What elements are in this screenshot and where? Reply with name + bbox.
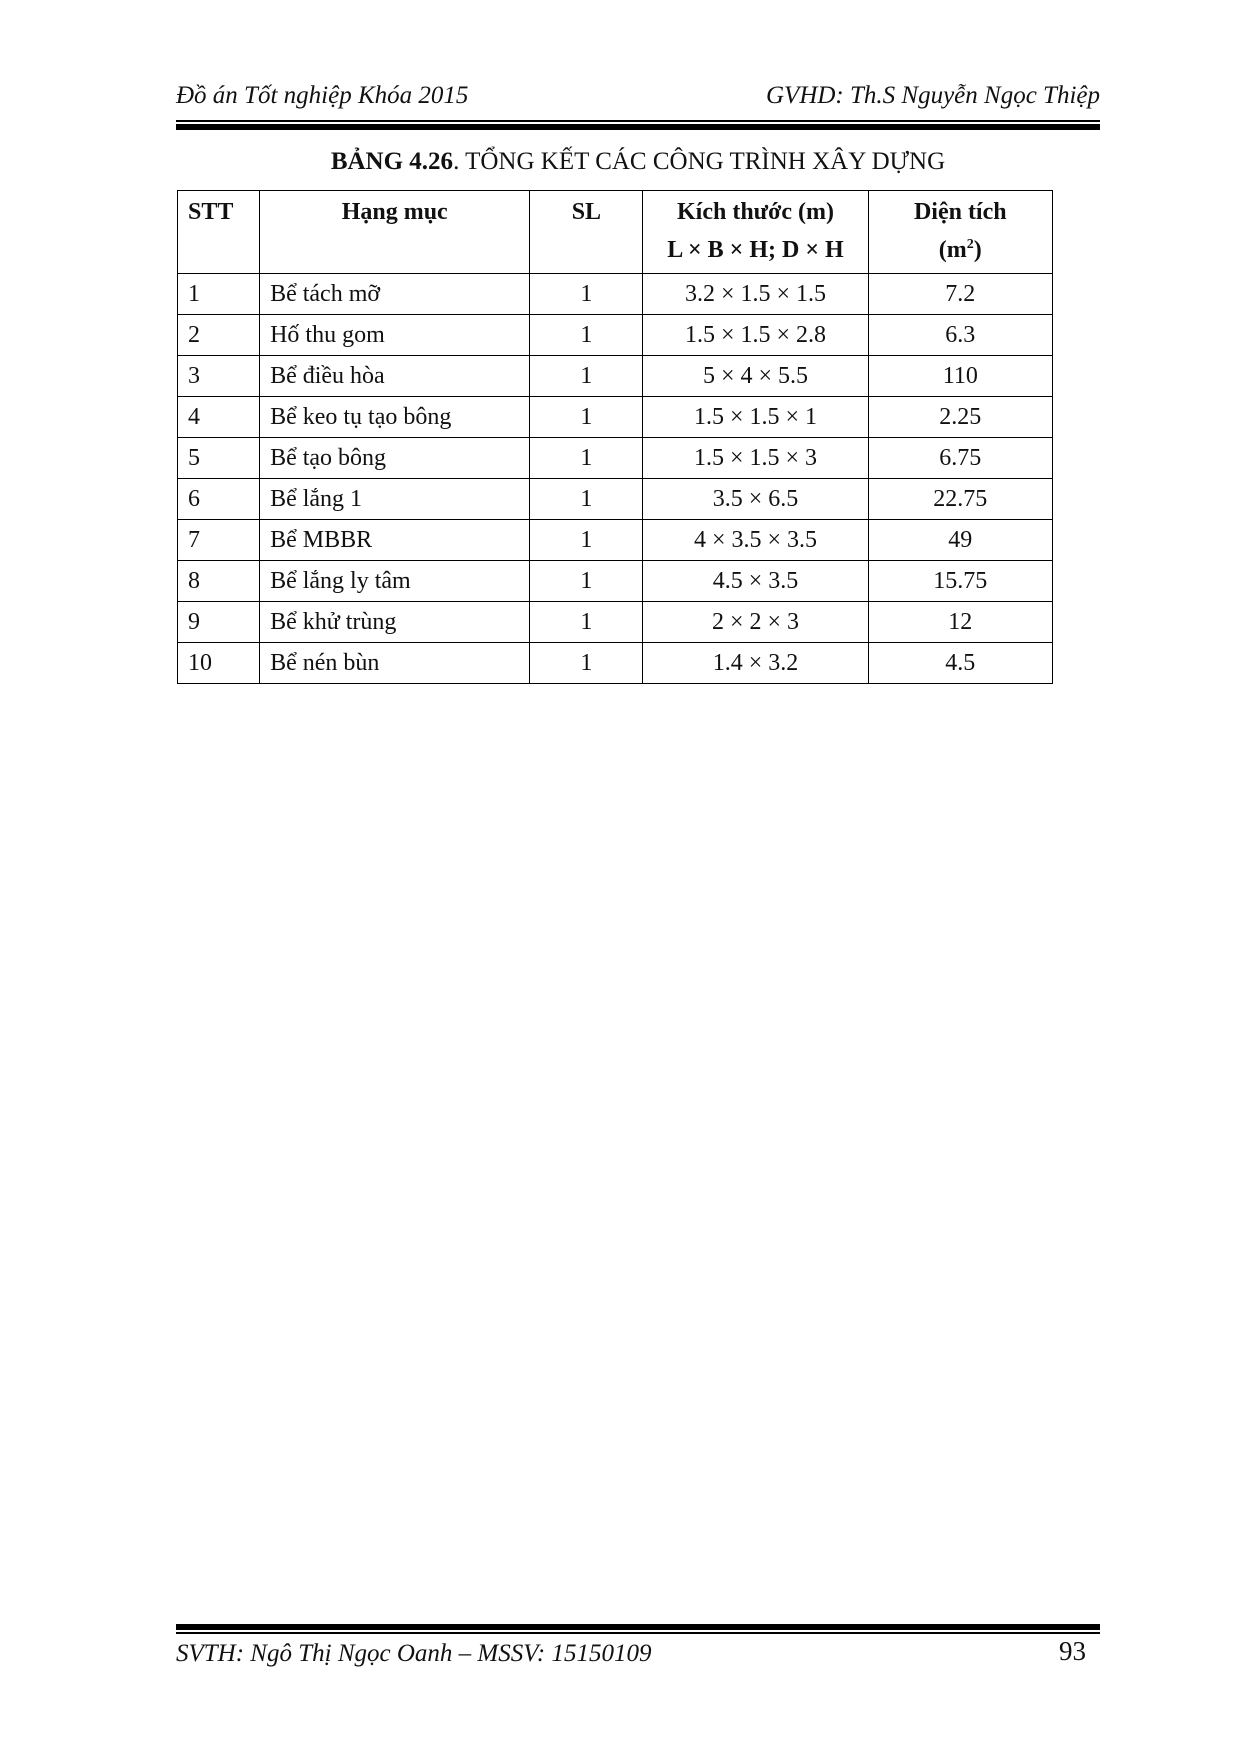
- cell-area: 12: [868, 602, 1052, 643]
- cell-quantity: 1: [530, 438, 643, 479]
- cell-item: Bể nén bùn: [260, 643, 530, 684]
- cell-quantity: 1: [530, 397, 643, 438]
- cell-stt: 7: [178, 520, 260, 561]
- footer-rule-thick: [176, 1624, 1100, 1630]
- footer-student-info: SVTH: Ngô Thị Ngọc Oanh – MSSV: 15150109: [176, 1640, 652, 1667]
- cell-quantity: 1: [530, 315, 643, 356]
- cell-item: Bể keo tụ tạo bông: [260, 397, 530, 438]
- cell-item: Bể MBBR: [260, 520, 530, 561]
- cell-dimensions: 1.5 × 1.5 × 1: [643, 397, 868, 438]
- table-row: [178, 520, 1053, 561]
- table-header-row: [178, 191, 1053, 274]
- cell-quantity: 1: [530, 602, 643, 643]
- cell-stt: 4: [178, 397, 260, 438]
- cell-quantity: 1: [530, 561, 643, 602]
- cell-dimensions: 1.5 × 1.5 × 2.8: [643, 315, 868, 356]
- cell-stt: 8: [178, 561, 260, 602]
- caption-text: . TỔNG KẾT CÁC CÔNG TRÌNH XÂY DỰNG: [453, 148, 946, 175]
- header-dimensions: [643, 191, 868, 274]
- header-dimensions-line1: Kích thước (m): [676, 199, 834, 225]
- cell-area: 6.3: [868, 315, 1052, 356]
- cell-area: 15.75: [868, 561, 1052, 602]
- header-rule-thick: [176, 124, 1100, 130]
- construction-summary-table: [177, 190, 1053, 684]
- table-row: [178, 438, 1053, 479]
- caption-label: BẢNG 4.26: [330, 148, 454, 175]
- header-stt: STT: [178, 191, 260, 274]
- table-row: [178, 561, 1053, 602]
- cell-dimensions: 2 × 2 × 3: [643, 602, 868, 643]
- header-advisor: GVHD: Th.S Nguyễn Ngọc Thiệp: [766, 82, 1100, 109]
- header-project-title: Đồ án Tốt nghiệp Khóa 2015: [176, 82, 469, 109]
- header-area-line1: Diện tích: [913, 199, 1007, 225]
- cell-dimensions: 1.5 × 1.5 × 3: [643, 438, 868, 479]
- table-row: [178, 397, 1053, 438]
- cell-stt: 9: [178, 602, 260, 643]
- cell-item: Bể điều hòa: [260, 356, 530, 397]
- cell-area: 4.5: [868, 643, 1052, 684]
- table-row: [178, 479, 1053, 520]
- footer-rule-thin: [176, 1632, 1100, 1634]
- cell-stt: 5: [178, 438, 260, 479]
- header-area-unit: $(m^2)$: [938, 237, 982, 263]
- header-dimensions-line2: L × B × H; D × H: [667, 237, 844, 263]
- cell-stt: 10: [178, 643, 260, 684]
- page-header: [176, 78, 1100, 118]
- cell-quantity: 1: [530, 520, 643, 561]
- cell-item: Bể lắng ly tâm: [260, 561, 530, 602]
- cell-quantity: 1: [530, 356, 643, 397]
- cell-item: Bể lắng 1: [260, 479, 530, 520]
- header-item: Hạng mục: [260, 191, 530, 274]
- cell-dimensions: 4.5 × 3.5: [643, 561, 868, 602]
- cell-quantity: 1: [530, 643, 643, 684]
- cell-quantity: 1: [530, 274, 643, 315]
- cell-item: Bể tạo bông: [260, 438, 530, 479]
- cell-stt: 2: [178, 315, 260, 356]
- cell-area: 22.75: [868, 479, 1052, 520]
- cell-dimensions: 3.2 × 1.5 × 1.5: [643, 274, 868, 315]
- cell-stt: 3: [178, 356, 260, 397]
- table-row: [178, 602, 1053, 643]
- cell-dimensions: 5 × 4 × 5.5: [643, 356, 868, 397]
- table-row: [178, 274, 1053, 315]
- header-quantity: SL: [530, 191, 643, 274]
- cell-item: Bể tách mỡ: [260, 274, 530, 315]
- cell-dimensions: 4 × 3.5 × 3.5: [643, 520, 868, 561]
- cell-item: Bể khử trùng: [260, 602, 530, 643]
- header-area: [868, 191, 1052, 274]
- cell-area: 49: [868, 520, 1052, 561]
- table-caption: [176, 148, 1100, 176]
- header-rule-thin: [176, 120, 1100, 122]
- cell-area: 7.2: [868, 274, 1052, 315]
- cell-quantity: 1: [530, 479, 643, 520]
- cell-dimensions: 3.5 × 6.5: [643, 479, 868, 520]
- cell-area: 2.25: [868, 397, 1052, 438]
- cell-area: 110: [868, 356, 1052, 397]
- page-number: 93: [1059, 1636, 1086, 1666]
- cell-area: 6.75: [868, 438, 1052, 479]
- cell-stt: 1: [178, 274, 260, 315]
- table-row: [178, 643, 1053, 684]
- cell-stt: 6: [178, 479, 260, 520]
- table-row: [178, 315, 1053, 356]
- cell-item: Hố thu gom: [260, 315, 530, 356]
- page-footer: [176, 1638, 1100, 1678]
- table-row: [178, 356, 1053, 397]
- cell-dimensions: 1.4 × 3.2: [643, 643, 868, 684]
